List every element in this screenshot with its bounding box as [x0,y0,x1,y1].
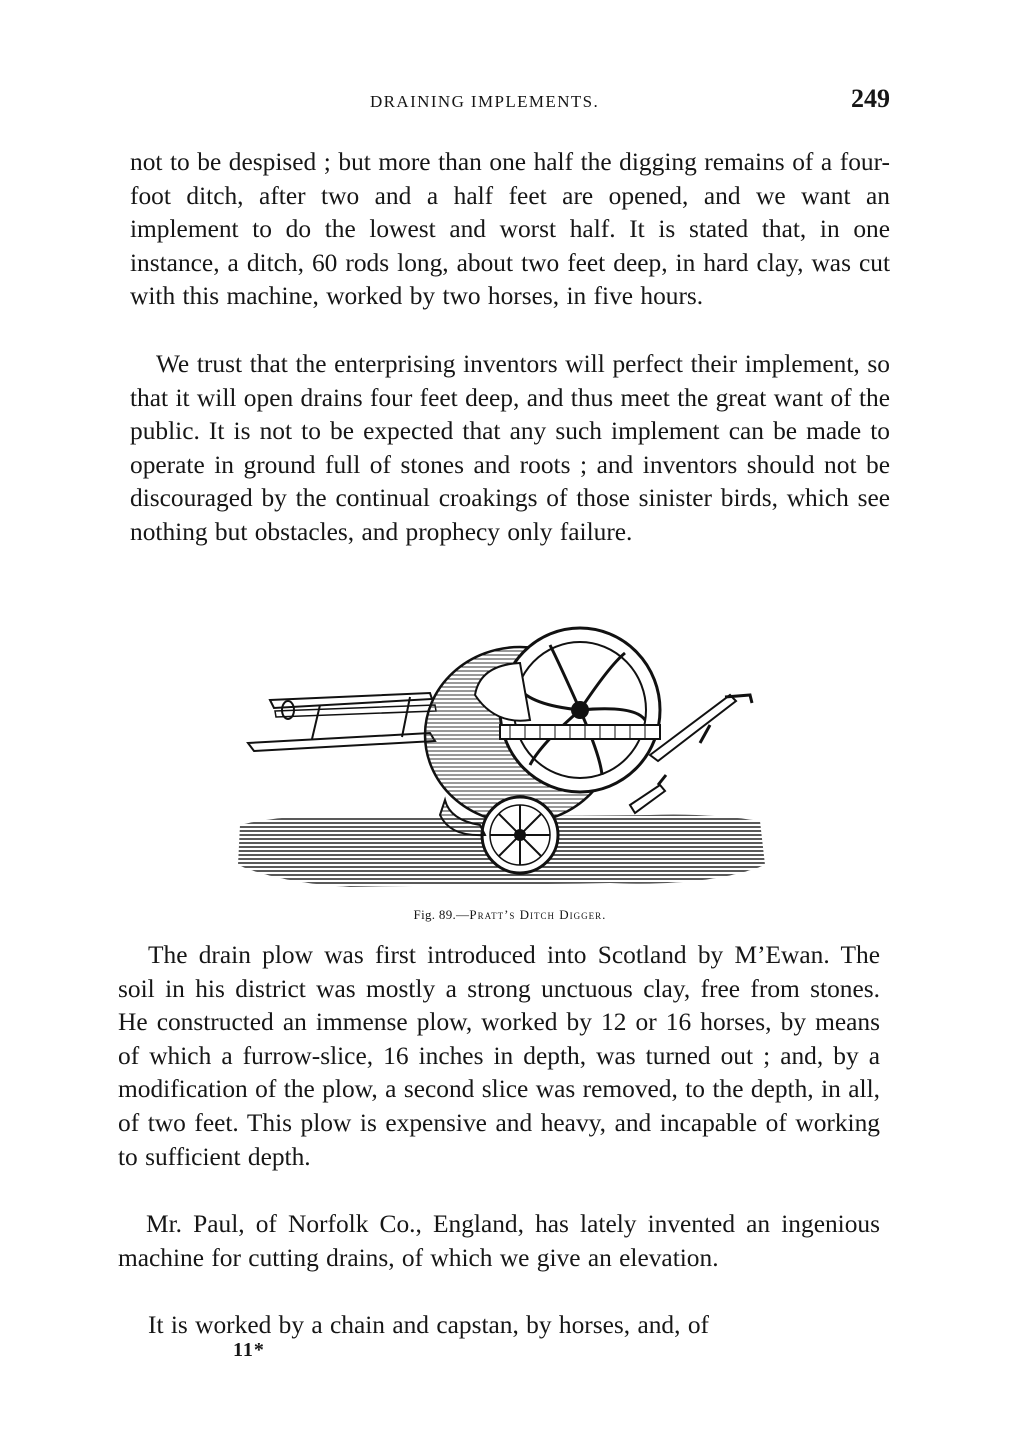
right-handle [650,695,736,761]
page-number: 249 [851,84,890,113]
handle-beam [248,733,435,751]
figure-number: Fig. 89.— [413,907,470,922]
figure-ditch-digger-illustration [230,625,770,895]
figure-caption [130,907,890,923]
figure-title: Pratt’s Ditch Digger. [469,907,607,922]
paragraph-4: Mr. Paul, of Norfolk Co., England, has lately invented an ingenious machine for cutting drains, of which we give an elevation. [118,1210,880,1272]
running-title: DRAINING IMPLEMENTS. [370,92,600,111]
paragraph-5: It is worked by a chain and capstan, by horses, and, of [148,1311,709,1339]
paragraph-2: We trust that the enterprising inventors will perfect their implement, so that it will open drains four feet deep, and thus meet the great want of the public. It is not to be expected that any such implement can be made to operate in ground full of stones and roots ; and inventors should not be discouraged by the continual croakings of those sinister birds, which see nothing but obstacles, and prophecy only failure. [130,350,890,546]
signature-mark: 11* [233,1339,265,1361]
paragraph-3: The drain plow was first introduced into Scotland by M’Ewan. The soil in his district was mostly a strong unctuous clay, free from stones. He constructed an immense plow, worked by 12 or 16 horses, by means of which a furrow-slice, 16 inches in depth, was turned out ; and, by a modification of the plow, a second slice was removed, to the depth, in all, of two feet. This plow is expensive and heavy, and incapable of working to sufficient depth. [118,941,880,1171]
paragraph-1: not to be despised ; but more than one half the digging remains of a four-foot ditch, after two and a half feet are opened, and we want an implement to do the lowest and worst half. It is stated that, in one instance, a ditch, 60 rods long, about two feet deep, in hard clay, was cut with this machine, worked by two horses, in five hours. [130,148,890,311]
page-header [130,84,890,122]
